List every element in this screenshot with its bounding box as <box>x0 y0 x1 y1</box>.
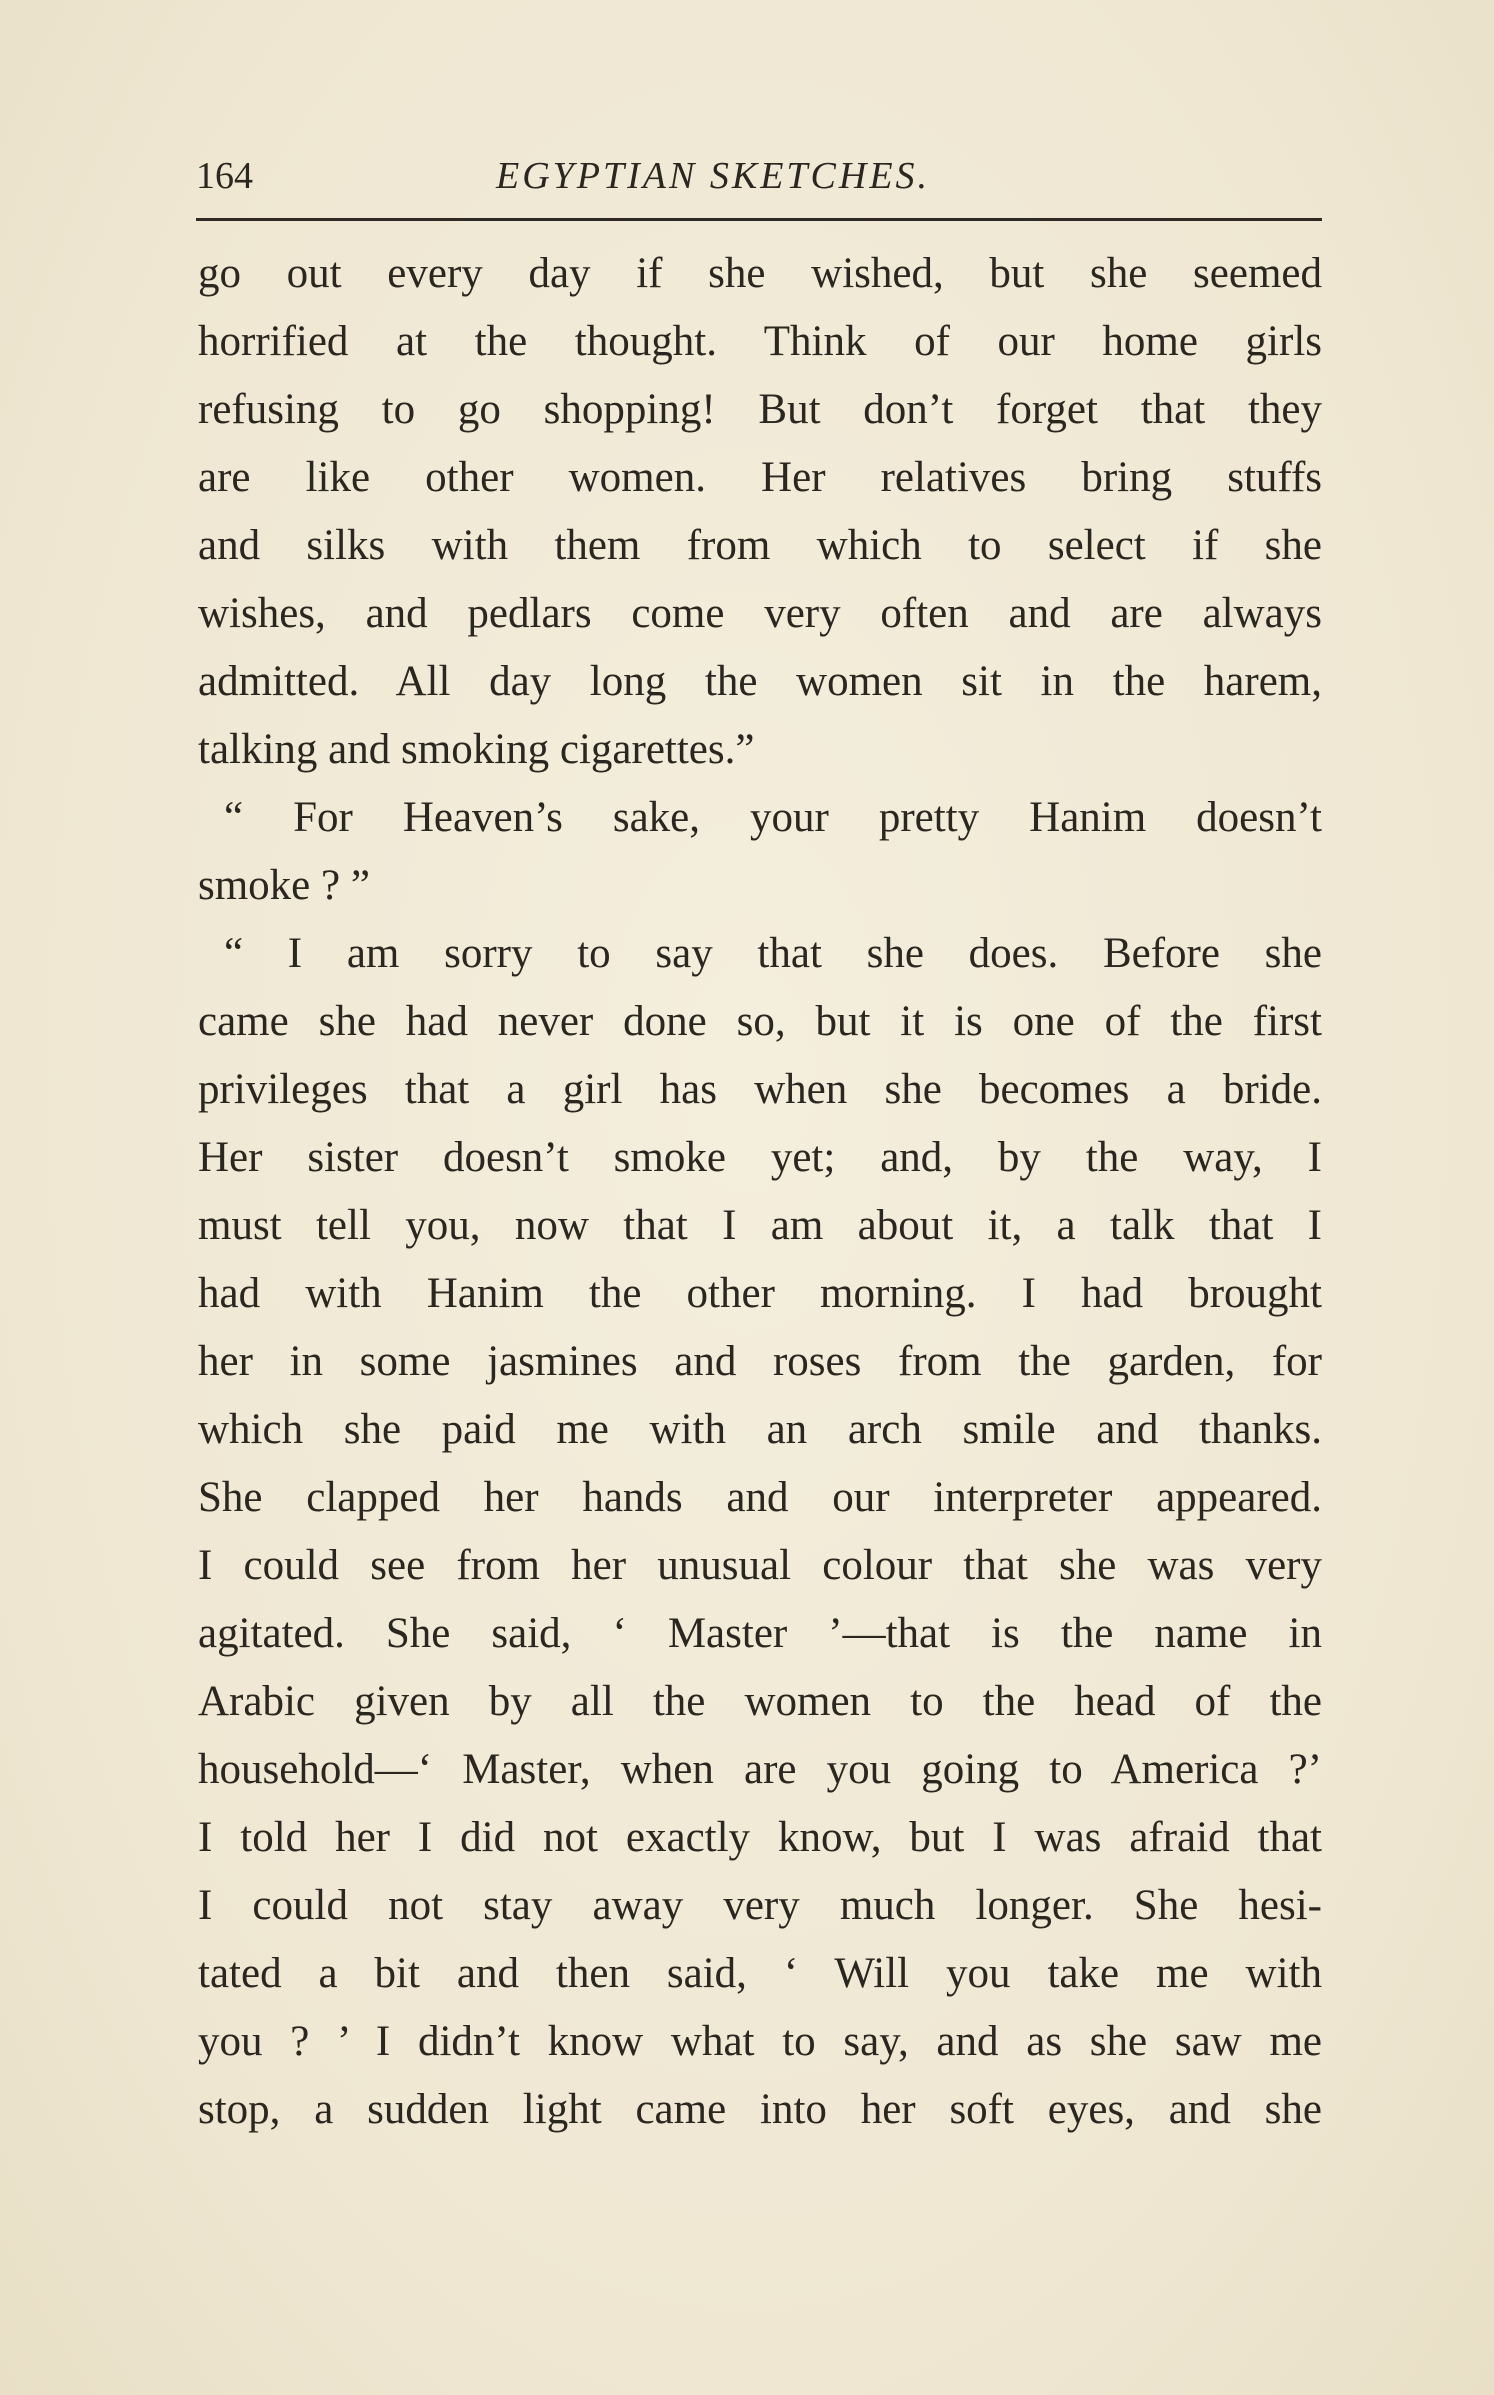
running-head <box>196 148 1322 208</box>
text-line: and silks with them from which to select if she <box>198 522 1322 569</box>
text-line: “ For Heaven’s sake, your pretty Hanim doesn’t <box>224 794 1322 841</box>
text-line: wishes, and pedlars come very often and are always <box>198 590 1322 637</box>
text-line: tated a bit and then said, ‘ Will you take me with <box>198 1950 1322 1997</box>
text-line: “ I am sorry to say that she does. Before she <box>224 930 1322 977</box>
text-line: stop, a sudden light came into her soft eyes, and she <box>198 2086 1322 2133</box>
text-line: privileges that a girl has when she becomes a bride. <box>198 1066 1322 1113</box>
page-number: 164 <box>196 155 253 197</box>
text-line: her in some jasmines and roses from the garden, for <box>198 1338 1322 1385</box>
text-line: go out every day if she wished, but she seemed <box>198 250 1322 297</box>
text-line: household—‘ Master, when are you going to America ?’ <box>198 1746 1322 1793</box>
text-line: came she had never done so, but it is one of the first <box>198 998 1322 1045</box>
text-line: horrified at the thought. Think of our home girls <box>198 318 1322 365</box>
text-line: you ? ’ I didn’t know what to say, and as she saw me <box>198 2018 1322 2065</box>
text-line: refusing to go shopping! But don’t forget that they <box>198 386 1322 433</box>
text-line: must tell you, now that I am about it, a talk that I <box>198 1202 1322 1249</box>
text-line: smoke ? ” <box>198 862 370 909</box>
text-line: I could see from her unusual colour that she was very <box>198 1542 1322 1589</box>
body-text <box>198 240 1322 2144</box>
text-line: are like other women. Her relatives bring stuffs <box>198 454 1322 501</box>
text-line: Her sister doesn’t smoke yet; and, by the way, I <box>198 1134 1322 1181</box>
text-line: Arabic given by all the women to the head of the <box>198 1678 1322 1725</box>
text-line: talking and smoking cigarettes.” <box>198 726 755 773</box>
text-line: admitted. All day long the women sit in the harem, <box>198 658 1322 705</box>
text-line: She clapped her hands and our interpreter appeared. <box>198 1474 1322 1521</box>
header-rule <box>196 218 1322 221</box>
text-line: had with Hanim the other morning. I had brought <box>198 1270 1322 1317</box>
running-title: EGYPTIAN SKETCHES. <box>496 155 931 197</box>
text-line: agitated. She said, ‘ Master ’—that is the name in <box>198 1610 1322 1657</box>
text-line: I could not stay away very much longer. She hesi- <box>198 1882 1322 1929</box>
text-line: which she paid me with an arch smile and thanks. <box>198 1406 1322 1453</box>
text-line: I told her I did not exactly know, but I was afraid that <box>198 1814 1322 1861</box>
